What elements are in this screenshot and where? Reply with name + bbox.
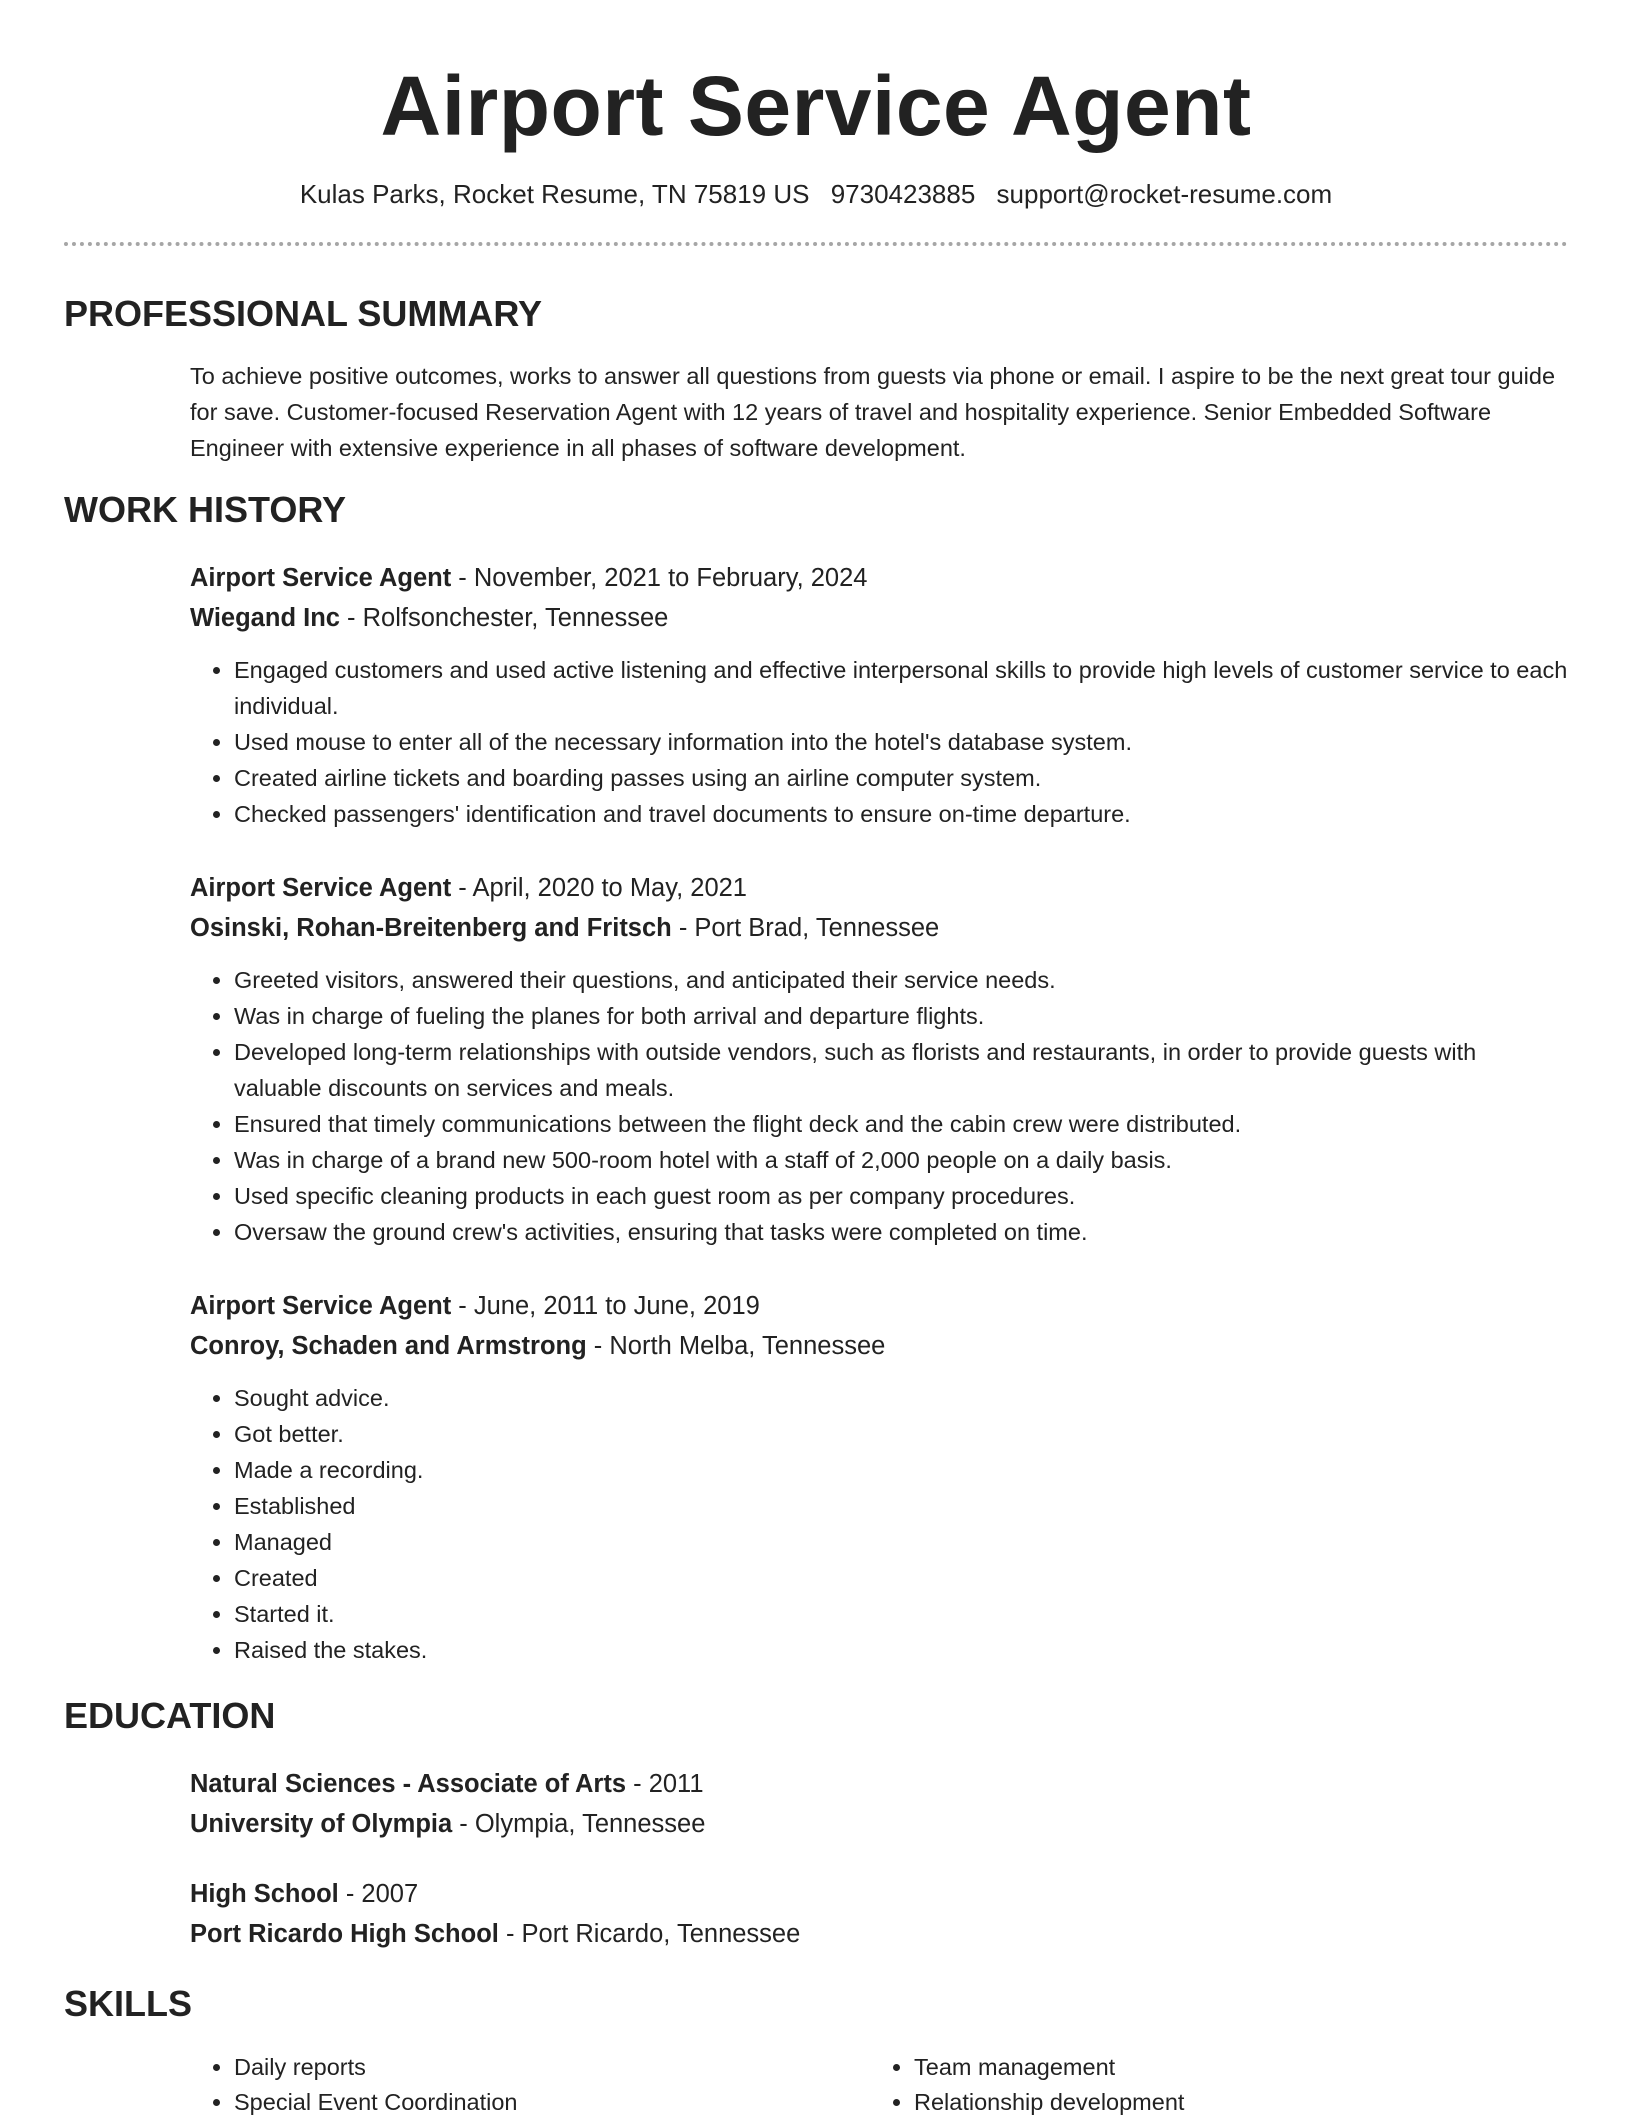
contact-email: support@rocket-resume.com xyxy=(996,179,1333,209)
skills-column-right xyxy=(870,2050,1550,2120)
job-entry xyxy=(190,558,1568,832)
job-company: Wiegand Inc xyxy=(190,604,340,632)
list-item: • Greeted visitors, answered their questions, and anticipated their service needs. xyxy=(234,962,1568,998)
job-dates: April, 2020 to May, 2021 xyxy=(472,874,747,902)
education-school-line: University of Olympia - Olympia, Tennessee xyxy=(190,1810,706,1838)
list-item: • Got better. xyxy=(234,1416,1568,1452)
job-role: Airport Service Agent xyxy=(190,1292,452,1320)
section-title-skills: SKILLS xyxy=(64,1983,193,2024)
education-school: Port Ricardo High School xyxy=(190,1920,499,1948)
job-bullets xyxy=(190,1380,1568,1668)
section-title-education: EDUCATION xyxy=(64,1695,276,1736)
education-entry xyxy=(190,1874,1568,1954)
list-item: • Started it. xyxy=(234,1596,1568,1632)
list-item: • Raised the stakes. xyxy=(234,1632,1568,1668)
list-item: • Team management xyxy=(914,2050,1550,2085)
education-location: Olympia, Tennessee xyxy=(474,1810,706,1838)
list-item: • Oversaw the ground crew's activities, ensuring that tasks were completed on time. xyxy=(234,1214,1568,1250)
contact-address: Kulas Parks, Rocket Resume, TN 75819 US xyxy=(299,179,810,209)
list-item: • Sought advice. xyxy=(234,1380,1568,1416)
education-year: 2007 xyxy=(361,1880,419,1908)
list-item: • Was in charge of a brand new 500-room hotel with a staff of 2,000 people on a daily basis. xyxy=(234,1142,1568,1178)
section-title-work-history: WORK HISTORY xyxy=(64,489,347,530)
job-company-line: Conroy, Schaden and Armstrong - North Melba, Tennessee xyxy=(190,1332,886,1360)
work-history-list xyxy=(190,558,1568,1668)
job-bullets xyxy=(190,962,1568,1250)
list-item: • Daily reports xyxy=(234,2050,870,2085)
education-list xyxy=(190,1764,1568,1954)
education-degree-line: Natural Sciences - Associate of Arts - 2011 xyxy=(190,1770,704,1798)
list-item: • Ensured that timely communications between the flight deck and the cabin crew were distributed. xyxy=(234,1106,1568,1142)
list-item: • Managed xyxy=(234,1524,1568,1560)
job-entry xyxy=(190,1286,1568,1668)
list-item: • Made a recording. xyxy=(234,1452,1568,1488)
skills-grid xyxy=(190,2050,1568,2120)
education-school-line: Port Ricardo High School - Port Ricardo, Tennessee xyxy=(190,1920,801,1948)
list-item: • Established xyxy=(234,1488,1568,1524)
list-item: • Developed long-term relationships with outside vendors, such as florists and restaurants, in order to provide guests with valuable discounts on services and meals. xyxy=(234,1034,1568,1106)
job-dates: June, 2011 to June, 2019 xyxy=(473,1292,760,1320)
education-degree: High School xyxy=(190,1880,339,1908)
list-item: • Checked passengers' identification and travel documents to ensure on-time departure. xyxy=(234,796,1568,832)
list-item: • Used mouse to enter all of the necessary information into the hotel's database system. xyxy=(234,724,1568,760)
list-item: • Created airline tickets and boarding passes using an airline computer system. xyxy=(234,760,1568,796)
list-item: • Was in charge of fueling the planes for both arrival and departure flights. xyxy=(234,998,1568,1034)
job-company: Conroy, Schaden and Armstrong xyxy=(190,1332,587,1360)
contact-line xyxy=(64,176,1568,212)
job-company-line: Wiegand Inc - Rolfsonchester, Tennessee xyxy=(190,604,669,632)
contact-phone: 9730423885 xyxy=(830,179,976,209)
page-title: Airport Service Agent xyxy=(380,59,1252,153)
job-company: Osinski, Rohan-Breitenberg and Fritsch xyxy=(190,914,672,942)
job-role: Airport Service Agent xyxy=(190,874,452,902)
education-year: 2011 xyxy=(648,1770,704,1798)
education-entry xyxy=(190,1764,1568,1844)
job-role: Airport Service Agent xyxy=(190,564,452,592)
summary-text: To achieve positive outcomes, works to answer all questions from guests via phone or email. I aspire to be the next great tour guide for save. Customer-focused Reservation Agent with 12 years of travel and hospitality experience. Senior Embedded Software Engineer with extensive experience in all phases of software development. xyxy=(190,363,1556,461)
job-title-line: Airport Service Agent - November, 2021 to February, 2024 xyxy=(190,564,868,592)
job-company-line: Osinski, Rohan-Breitenberg and Fritsch - Port Brad, Tennessee xyxy=(190,914,940,942)
education-degree-line: High School - 2007 xyxy=(190,1880,419,1908)
list-item: • Created xyxy=(234,1560,1568,1596)
list-item: • Engaged customers and used active listening and effective interpersonal skills to provide high levels of customer service to each individual. xyxy=(234,652,1568,724)
education-degree: Natural Sciences - Associate of Arts xyxy=(190,1770,627,1798)
list-item: • Relationship development xyxy=(914,2085,1550,2120)
job-location: Rolfsonchester, Tennessee xyxy=(362,604,669,632)
section-title-summary: PROFESSIONAL SUMMARY xyxy=(64,293,543,334)
skills-column-left xyxy=(190,2050,870,2120)
job-bullets xyxy=(190,652,1568,832)
job-location: Port Brad, Tennessee xyxy=(694,914,940,942)
list-item: • Special Event Coordination xyxy=(234,2085,870,2120)
resume-page xyxy=(64,0,1568,2120)
header-divider xyxy=(64,242,1568,246)
job-title-line: Airport Service Agent - April, 2020 to May, 2021 xyxy=(190,874,747,902)
job-dates: November, 2021 to February, 2024 xyxy=(473,564,868,592)
job-location: North Melba, Tennessee xyxy=(609,1332,886,1360)
list-item: • Used specific cleaning products in each guest room as per company procedures. xyxy=(234,1178,1568,1214)
education-location: Port Ricardo, Tennessee xyxy=(521,1920,801,1948)
education-school: University of Olympia xyxy=(190,1810,453,1838)
job-entry xyxy=(190,868,1568,1250)
job-title-line: Airport Service Agent - June, 2011 to June, 2019 xyxy=(190,1292,760,1320)
